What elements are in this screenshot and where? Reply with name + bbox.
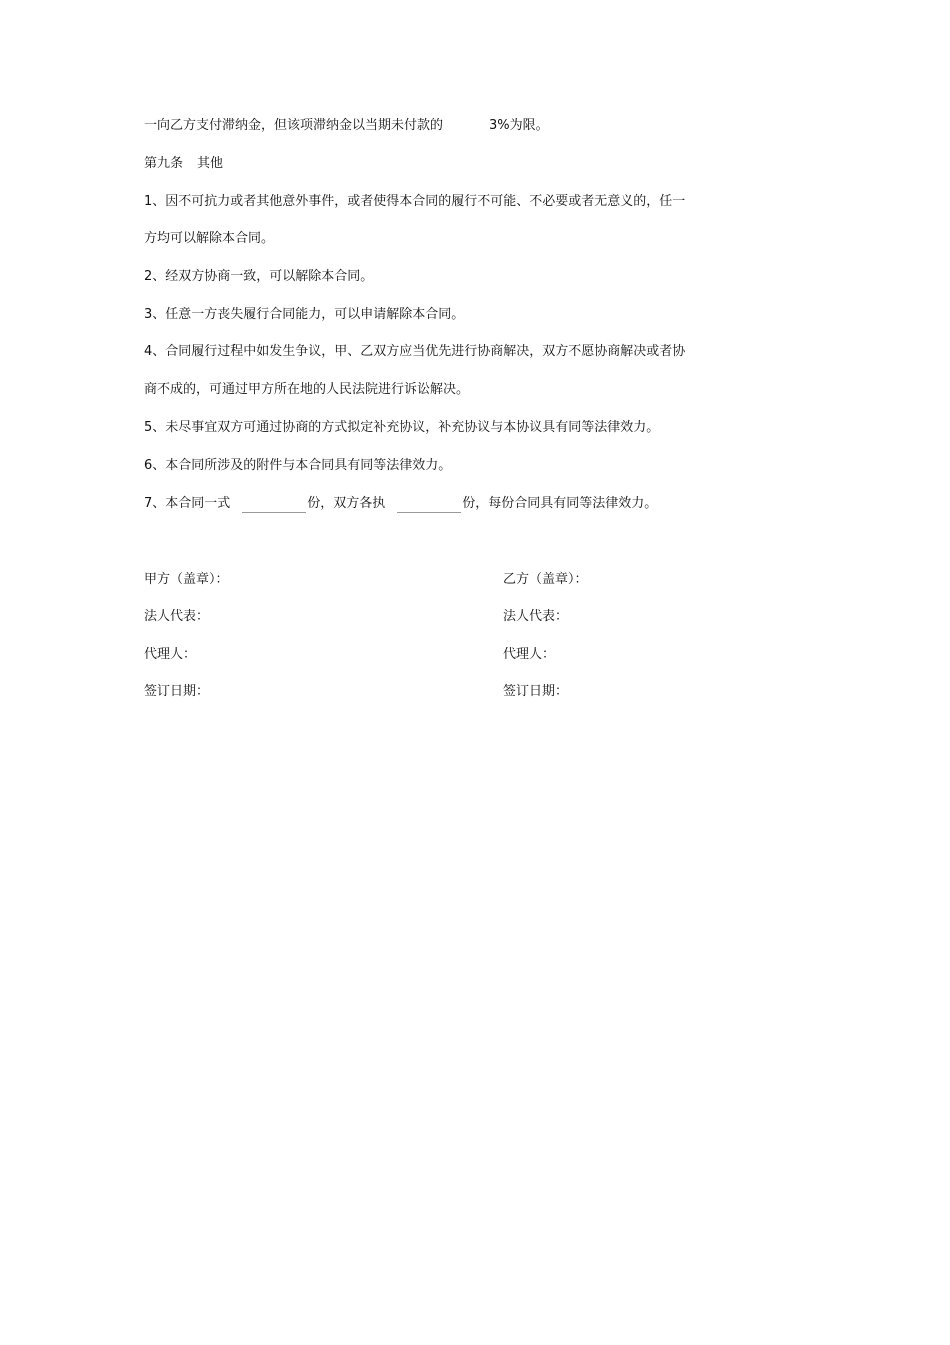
clause-1-line-2: 方均可以解除本合同。 bbox=[144, 231, 275, 246]
penalty-limit-text: 3%为限。 bbox=[489, 118, 549, 133]
clause-6: 6、本合同所涉及的附件与本合同具有同等法律效力。 bbox=[144, 458, 452, 473]
clause-4-line-1: 4、合同履行过程中如发生争议，甲、乙双方应当优先进行协商解决，双方不愿协商解决或者协 bbox=[144, 344, 686, 359]
penalty-clause-text: 一向乙方支付滞纳金，但该项滞纳金以当期未付款的 bbox=[144, 118, 444, 133]
party-b-agent-label: 代理人： bbox=[503, 647, 556, 662]
copies-each-blank[interactable] bbox=[397, 498, 461, 513]
party-b-seal-label: 乙方（盖章）： bbox=[503, 572, 588, 587]
party-b-legal-rep-label: 法人代表： bbox=[503, 609, 569, 624]
clause-1-line-1: 1、因不可抗力或者其他意外事件，或者使得本合同的履行不可能、不必要或者无意义的，任一 bbox=[144, 194, 686, 209]
party-a-sign-date-label: 签订日期： bbox=[144, 684, 210, 699]
party-a-agent-label: 代理人： bbox=[144, 647, 197, 662]
article-number: 第九条 bbox=[144, 156, 184, 171]
clause-7 bbox=[144, 495, 657, 513]
clause-3: 3、任意一方丧失履行合同能力，可以申请解除本合同。 bbox=[144, 307, 465, 322]
clause-5: 5、未尽事宜双方可通过协商的方式拟定补充协议，补充协议与本协议具有同等法律效力。 bbox=[144, 420, 660, 435]
clause-4-line-2: 商不成的，可通过甲方所在地的人民法院进行诉讼解决。 bbox=[144, 382, 470, 397]
clause-2: 2、经双方协商一致，可以解除本合同。 bbox=[144, 269, 374, 284]
party-a-legal-rep-label: 法人代表： bbox=[144, 609, 210, 624]
copies-total-blank[interactable] bbox=[242, 498, 306, 513]
clause-7-part-3: 份，每份合同具有同等法律效力。 bbox=[462, 496, 658, 511]
article-heading bbox=[144, 155, 223, 173]
party-a-seal-label: 甲方（盖章）： bbox=[144, 572, 229, 587]
article-title: 其他 bbox=[197, 156, 224, 171]
clause-7-part-1: 7、本合同一式 bbox=[144, 496, 231, 511]
penalty-clause-line bbox=[144, 117, 549, 135]
clause-7-part-2: 份，双方各执 bbox=[307, 496, 386, 511]
party-b-sign-date-label: 签订日期： bbox=[503, 684, 569, 699]
